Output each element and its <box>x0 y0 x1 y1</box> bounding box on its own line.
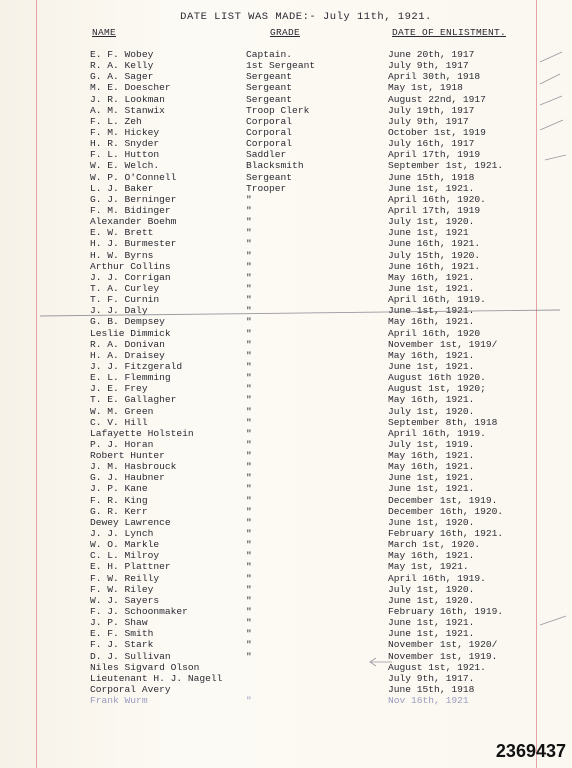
cell-name: Dewey Lawrence <box>90 516 171 528</box>
cell-grade: Captain. <box>246 49 293 60</box>
table-row <box>0 272 572 283</box>
cell-date: June 1st, 1921. <box>388 472 475 484</box>
table-row <box>0 339 572 350</box>
table-row <box>0 294 572 305</box>
cell-name: H. A. Draisey <box>90 349 165 361</box>
table-row <box>0 517 572 528</box>
cell-date: May 16th, 1921. <box>388 316 475 328</box>
table-row <box>0 639 572 650</box>
cell-date: February 16th, 1921. <box>388 528 504 540</box>
table-row <box>0 94 572 105</box>
table-row <box>0 584 572 595</box>
cell-date: July 9th, 1917 <box>388 60 469 72</box>
cell-grade: " <box>246 695 252 707</box>
cell-name: F. W. Riley <box>90 583 154 595</box>
cell-grade: " <box>246 505 252 517</box>
table-row <box>0 461 572 472</box>
cell-date: July 16th, 1917 <box>388 138 475 150</box>
cell-date: June 1st, 1921. <box>388 628 475 640</box>
cell-grade: Sergeant <box>246 82 293 94</box>
cell-grade: " <box>246 494 252 506</box>
cell-name: F. L. Hutton <box>90 149 160 161</box>
cell-name: T. F. Curnin <box>90 294 160 306</box>
cell-date: August 22nd, 1917 <box>388 93 486 105</box>
cell-grade: " <box>246 427 252 439</box>
cell-name: Arthur Collins <box>90 260 171 272</box>
cell-name: E. W. Brett <box>90 227 154 239</box>
cell-name: F. L. Zeh <box>90 115 142 127</box>
cell-date: June 15th, 1918 <box>388 171 475 183</box>
column-header-date: DATE OF ENLISTMENT. <box>392 27 507 38</box>
column-header-name: NAME <box>92 27 117 38</box>
cell-grade: " <box>246 450 252 462</box>
cell-name: C. L. Milroy <box>90 550 160 562</box>
table-row <box>0 606 572 617</box>
cell-name: Lafayette Holstein <box>90 427 194 439</box>
table-row <box>0 183 572 194</box>
cell-grade: " <box>246 606 252 618</box>
cell-grade: " <box>246 227 252 239</box>
cell-name: T. E. Gallagher <box>90 394 177 406</box>
cell-grade: " <box>246 338 252 350</box>
cell-name: F. J. Schoonmaker <box>90 606 188 618</box>
table-row <box>0 361 572 372</box>
cell-name: W. J. Sayers <box>90 594 160 606</box>
cell-name: R. A. Kelly <box>90 60 154 72</box>
cell-grade: " <box>246 204 252 216</box>
cell-grade: " <box>246 628 252 640</box>
cell-grade: " <box>246 405 252 417</box>
cell-grade: " <box>246 572 252 584</box>
cell-grade: " <box>246 383 252 395</box>
table-row <box>0 71 572 82</box>
cell-date: May 16th, 1921. <box>388 271 475 283</box>
cell-name: H. W. Byrns <box>90 249 154 261</box>
cell-date: November 1st, 1919/ <box>388 338 498 350</box>
cell-name: J. P. Kane <box>90 483 148 495</box>
cell-grade: " <box>246 472 252 484</box>
cell-date: August 1st, 1920; <box>388 383 486 395</box>
cell-name: G. J. Berninger <box>90 193 177 205</box>
table-row <box>0 673 572 684</box>
table-row <box>0 428 572 439</box>
cell-date: September 8th, 1918 <box>388 416 498 428</box>
cell-date: November 1st, 1919. <box>388 650 498 662</box>
cell-name: G. B. Dempsey <box>90 316 165 328</box>
cell-name: M. E. Doescher <box>90 82 171 94</box>
cell-name: H. R. Snyder <box>90 138 160 150</box>
cell-grade: " <box>246 249 252 261</box>
cell-grade: " <box>246 550 252 562</box>
cell-date: June 1st, 1921. <box>388 182 475 194</box>
cell-grade: " <box>246 193 252 205</box>
cell-name: W. M. Green <box>90 405 154 417</box>
cell-grade: " <box>246 617 252 629</box>
cell-date: June 1st, 1921 <box>388 227 469 239</box>
cell-date: April 30th, 1918 <box>388 71 481 83</box>
table-row <box>0 138 572 149</box>
table-row <box>0 528 572 539</box>
document-title: DATE LIST WAS MADE:- July 11th, 1921. <box>180 11 432 23</box>
cell-name: T. A. Curley <box>90 282 160 294</box>
table-row <box>0 127 572 138</box>
cell-date: April 17th, 1919 <box>388 149 481 161</box>
cell-name: W. P. O'Connell <box>90 171 177 183</box>
cell-date: April 17th, 1919 <box>388 204 481 216</box>
cell-date: September 1st, 1921. <box>388 160 504 172</box>
cell-name: F. R. King <box>90 494 148 506</box>
cell-name: A. M. Stanwix <box>90 104 165 116</box>
cell-date: August 16th 1920. <box>388 372 486 384</box>
cell-name: Frank Wurm <box>90 695 148 707</box>
table-row <box>0 194 572 205</box>
cell-grade: " <box>246 360 252 372</box>
table-row <box>0 495 572 506</box>
cell-date: July 15th, 1920. <box>388 249 481 261</box>
cell-date: March 1st, 1920. <box>388 539 481 551</box>
cell-name: E. H. Plattner <box>90 561 171 573</box>
cell-grade: " <box>246 372 252 384</box>
cell-date: April 16th, 1919. <box>388 294 486 306</box>
table-row <box>0 472 572 483</box>
cell-grade: " <box>246 639 252 651</box>
table-row <box>0 573 572 584</box>
cell-grade: " <box>246 583 252 595</box>
table-row <box>0 561 572 572</box>
cell-date: July 1st, 1920. <box>388 216 475 228</box>
table-row <box>0 60 572 71</box>
cell-name: Niles Sigvard Olson <box>90 661 200 673</box>
cell-date: June 1st, 1920. <box>388 594 475 606</box>
cell-grade: Trooper <box>246 182 287 194</box>
table-row <box>0 216 572 227</box>
cell-name: G. J. Haubner <box>90 472 165 484</box>
table-row <box>0 406 572 417</box>
cell-date: May 1st, 1921. <box>388 561 469 573</box>
cell-name: F. J. Stark <box>90 639 154 651</box>
cell-name: J. P. Shaw <box>90 617 148 629</box>
cell-name: F. W. Reilly <box>90 572 160 584</box>
cell-date: Nov 16th, 1921 <box>388 695 469 707</box>
cell-grade: Troop Clerk <box>246 104 310 116</box>
cell-name: D. J. Sullivan <box>90 650 171 662</box>
table-row <box>0 506 572 517</box>
cell-date: May 16th, 1921. <box>388 394 475 406</box>
cell-grade: Corporal <box>246 138 293 150</box>
cell-name: Corporal Avery <box>90 684 171 696</box>
cell-name: J. J. Fitzgerald <box>90 360 183 372</box>
cell-grade: " <box>246 216 252 228</box>
cell-name: J. R. Lookman <box>90 93 165 105</box>
cell-date: November 1st, 1920/ <box>388 639 498 651</box>
cell-grade: " <box>246 461 252 473</box>
cell-date: July 1st, 1919. <box>388 438 475 450</box>
cell-date: June 1st, 1921. <box>388 282 475 294</box>
cell-date: July 1st, 1920. <box>388 405 475 417</box>
table-row <box>0 539 572 550</box>
cell-grade: " <box>246 483 252 495</box>
cell-name: J. J. Daly <box>90 305 148 317</box>
table-row <box>0 417 572 428</box>
cell-date: July 9th, 1917. <box>388 672 475 684</box>
cell-name: J. J. Lynch <box>90 528 154 540</box>
table-row <box>0 450 572 461</box>
table-row <box>0 105 572 116</box>
cell-date: April 16th, 1919. <box>388 427 486 439</box>
cell-name: W. E. Welch. <box>90 160 160 172</box>
table-row <box>0 250 572 261</box>
cell-grade: " <box>246 528 252 540</box>
cell-date: April 16th, 1920 <box>388 327 481 339</box>
cell-name: Robert Hunter <box>90 450 165 462</box>
cell-name: J. M. Hasbrouck <box>90 461 177 473</box>
cell-name: J. J. Corrigan <box>90 271 171 283</box>
table-row <box>0 595 572 606</box>
table-row <box>0 116 572 127</box>
table-row <box>0 372 572 383</box>
cell-name: Alexander Boehm <box>90 216 177 228</box>
cell-date: June 16th, 1921. <box>388 238 481 250</box>
cell-grade: Saddler <box>246 149 287 161</box>
cell-name: J. E. Frey <box>90 383 148 395</box>
table-row <box>0 662 572 673</box>
cell-name: W. O. Markle <box>90 539 160 551</box>
cell-name: R. A. Donivan <box>90 338 165 350</box>
cell-grade: 1st Sergeant <box>246 60 316 72</box>
cell-date: May 16th, 1921. <box>388 461 475 473</box>
cell-name: C. V. Hill <box>90 416 148 428</box>
table-row <box>0 305 572 316</box>
table-row <box>0 283 572 294</box>
table-row <box>0 550 572 561</box>
column-header-grade: GRADE <box>270 27 301 38</box>
cell-grade: " <box>246 594 252 606</box>
cell-grade: Sergeant <box>246 93 293 105</box>
cell-grade: Corporal <box>246 126 293 138</box>
cell-name: E. F. Wobey <box>90 49 154 60</box>
cell-grade: " <box>246 539 252 551</box>
table-row <box>0 394 572 405</box>
table-row <box>0 439 572 450</box>
table-row <box>0 82 572 93</box>
cell-date: October 1st, 1919 <box>388 126 486 138</box>
cell-date: June 1st, 1921. <box>388 360 475 372</box>
table-row <box>0 651 572 662</box>
cell-grade: " <box>246 416 252 428</box>
cell-date: August 1st, 1921. <box>388 661 486 673</box>
cell-date: June 15th, 1918 <box>388 684 475 696</box>
cell-date: June 20th, 1917 <box>388 49 475 60</box>
cell-name: L. J. Baker <box>90 182 154 194</box>
cell-date: February 16th, 1919. <box>388 606 504 618</box>
table-row <box>0 205 572 216</box>
cell-date: December 1st, 1919. <box>388 494 498 506</box>
cell-grade: Sergeant <box>246 171 293 183</box>
cell-date: June 1st, 1921. <box>388 305 475 317</box>
cell-grade: " <box>246 294 252 306</box>
cell-grade: " <box>246 238 252 250</box>
table-row <box>0 261 572 272</box>
cell-grade: Sergeant <box>246 71 293 83</box>
cell-name: Leslie Dimmick <box>90 327 171 339</box>
cell-grade: " <box>246 260 252 272</box>
cell-date: July 19th, 1917 <box>388 104 475 116</box>
table-row <box>0 695 572 706</box>
cell-date: April 16th, 1920. <box>388 193 486 205</box>
cell-date: May 16th, 1921. <box>388 550 475 562</box>
cell-grade: " <box>246 516 252 528</box>
cell-date: June 16th, 1921. <box>388 260 481 272</box>
table-row <box>0 49 572 60</box>
cell-name: H. J. Burmester <box>90 238 177 250</box>
table-row <box>0 316 572 327</box>
cell-grade: Corporal <box>246 115 293 127</box>
cell-date: May 1st, 1918 <box>388 82 463 94</box>
table-row <box>0 617 572 628</box>
cell-grade: " <box>246 650 252 662</box>
cell-grade: " <box>246 438 252 450</box>
cell-date: June 1st, 1920. <box>388 516 475 528</box>
cell-grade: " <box>246 305 252 317</box>
table-row <box>0 628 572 639</box>
cell-grade: " <box>246 316 252 328</box>
cell-grade: " <box>246 282 252 294</box>
cell-date: June 1st, 1921. <box>388 483 475 495</box>
cell-name: F. M. Bidinger <box>90 204 171 216</box>
cell-date: July 9th, 1917 <box>388 115 469 127</box>
table-row <box>0 350 572 361</box>
table-row <box>0 149 572 160</box>
cell-name: P. J. Horan <box>90 438 154 450</box>
table-row <box>0 227 572 238</box>
cell-date: July 1st, 1920. <box>388 583 475 595</box>
cell-name: G. R. Kerr <box>90 505 148 517</box>
cell-name: F. M. Hickey <box>90 126 160 138</box>
table-row <box>0 684 572 695</box>
cell-grade: " <box>246 349 252 361</box>
table-row <box>0 238 572 249</box>
cell-grade: " <box>246 561 252 573</box>
cell-date: May 16th, 1921. <box>388 450 475 462</box>
cell-grade: Blacksmith <box>246 160 304 172</box>
cell-grade: " <box>246 327 252 339</box>
cell-grade: " <box>246 271 252 283</box>
cell-date: May 16th, 1921. <box>388 349 475 361</box>
table-row <box>0 328 572 339</box>
table-row <box>0 160 572 171</box>
table-row <box>0 383 572 394</box>
document-id-number: 2369437 <box>495 741 566 761</box>
cell-name: E. L. Flemming <box>90 372 171 384</box>
cell-name: E. F. Smith <box>90 628 154 640</box>
cell-date: April 16th, 1919. <box>388 572 486 584</box>
cell-name: Lieutenant H. J. Nagell <box>90 672 223 684</box>
cell-date: December 16th, 1920. <box>388 505 504 517</box>
table-row <box>0 172 572 183</box>
cell-name: G. A. Sager <box>90 71 154 83</box>
cell-grade: " <box>246 394 252 406</box>
cell-date: June 1st, 1921. <box>388 617 475 629</box>
table-row <box>0 483 572 494</box>
enlistment-table <box>0 49 572 706</box>
